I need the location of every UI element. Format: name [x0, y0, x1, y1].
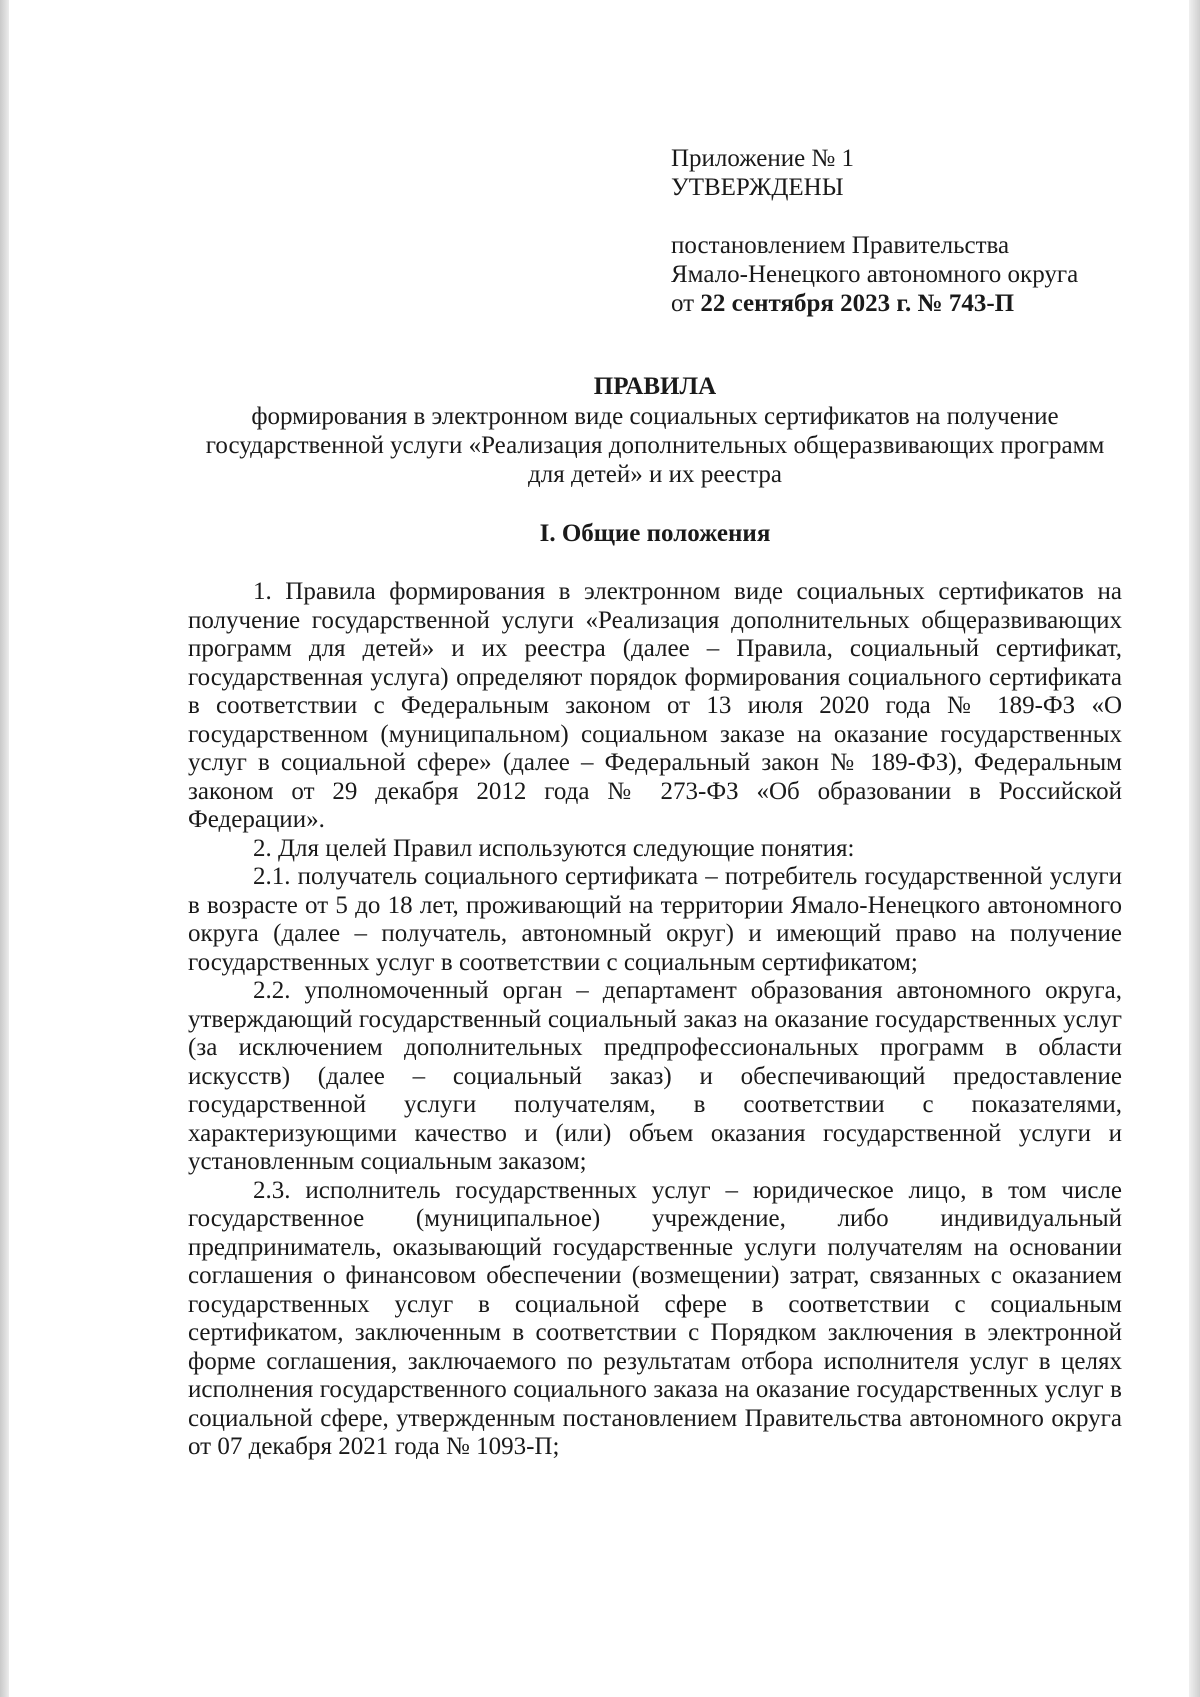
approval-region: Ямало-Ненецкого автономного округа [671, 261, 1079, 288]
scan-edge-left [0, 0, 9, 1697]
document-subtitle: формирования в электронном виде социальных сертификатов на получение государственной услуги «Реализация дополнительных общеразвивающих программ для детей» и их реестра [205, 403, 1105, 488]
section-heading: I. Общие положения [539, 520, 771, 547]
document-body [188, 578, 1122, 1462]
approval-authority: постановлением Правительства [671, 232, 1010, 259]
approval-date-line [671, 289, 1151, 318]
approval-block [671, 144, 1151, 318]
approval-date-prefix: от [671, 290, 701, 317]
paragraph-2: 2. Для целей Правил используются следующие понятия: [253, 834, 855, 862]
paragraph-1: 1. Правила формирования в электронном виде социальных сертификатов на получение государственной услуги «Реализация дополнительных общеразвивающих программ для детей» и их реестра (далее – Правила, социальный сертификат, государственная услуга) определяют порядок формирования социального сертификата в соответствии с Федеральным законом от 13 июля 2020 года № 189-ФЗ «О государственном (муниципальном) социальном заказе на оказание государственных услуг в социальной сфере» (далее – Федеральный закон № 189-ФЗ), Федеральным законом от 29 декабря 2012 года № 273-ФЗ «Об образовании в Российской Федерации». [188, 578, 1122, 833]
paragraph-2-3: 2.3. исполнитель государственных услуг – юридическое лицо, в том числе государственное (муниципальное) учреждение, либо индивидуальный предприниматель, оказывающий государственные услуги получателям на основании соглашения о финансовом обеспечении (возмещении) затрат, связанных с оказанием государственных услуг в социальной сфере в соответствии с социальным сертификатом, заключенным в соответствии с Порядком заключения в электронной форме соглашения, заключаемого по результатам отбора исполнителя услуг в целях исполнения государственного социального заказа на оказание государственных услуг в социальной сфере, утвержденным постановлением Правительства автономного округа от 07 декабря 2021 года № 1093-П; [188, 1176, 1122, 1460]
title-block [188, 372, 1122, 489]
approval-spacer [671, 202, 1151, 231]
appendix-number: Приложение № 1 [671, 145, 855, 172]
approval-date-number: 22 сентября 2023 г. № 743-П [700, 290, 1015, 317]
paragraph-2-1: 2.1. получатель социального сертификата – потребитель государственной услуги в возрасте от 5 до 18 лет, проживающий на территории Ямало-Ненецкого автономного округа (далее – получатель, автономный округ) и имеющий право на получение государственных услуг в соответствии с социальным сертификатом; [188, 863, 1122, 976]
paragraph-2-2: 2.2. уполномоченный орган – департамент образования автономного округа, утверждающий государственный социальный заказ на оказание государственных услуг (за исключением дополнительных предпрофессиональных программ в области искусств) (далее – социальный заказ) и обеспечивающий предоставление государственной услуги получателям, в соответствии с показателями, характеризующими качество и (или) объем оказания государственной услуги и установленным социальным заказом; [188, 977, 1122, 1175]
document-title: ПРАВИЛА [593, 373, 717, 400]
scan-edge-right [1189, 0, 1200, 1697]
approved-label: УТВЕРЖДЕНЫ [671, 174, 844, 201]
